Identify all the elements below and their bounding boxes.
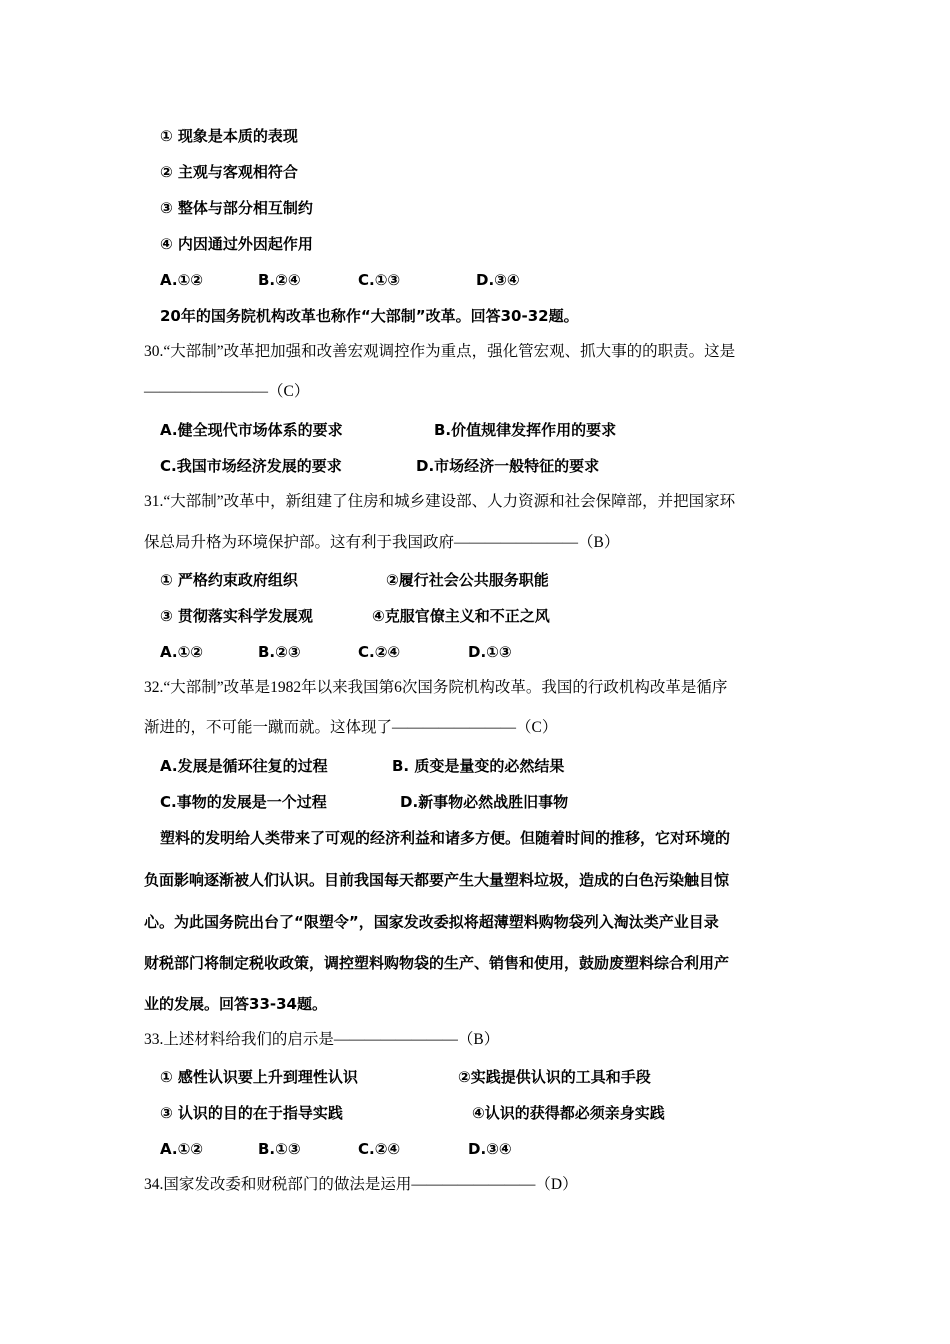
option-a: A.发展是循环往复的过程 (160, 757, 328, 775)
material-paragraph-line-1: 塑料的发明给人类带来了可观的经济利益和诸多方便。但随着时间的推移，它对环境的 (160, 829, 731, 847)
option-d: D.新事物必然战胜旧事物 (400, 793, 569, 811)
option-c: C.②④ (358, 1140, 401, 1158)
option-b: B.价值规律发挥作用的要求 (434, 421, 617, 439)
option-d: D.③④ (468, 1140, 512, 1158)
material-paragraph-line-4: 财税部门将制定税收政策，调控塑料购物袋的生产、销售和使用，鼓励废塑料综合利用产 (144, 954, 730, 972)
question-32: 32.“大部制”改革是1982年以来我国第6次国务院机构改革。我国的行政机构改革是循序 (144, 679, 728, 696)
option-d: D.③④ (476, 271, 520, 289)
option-d: D.市场经济一般特征的要求 (416, 457, 600, 475)
material-paragraph-line-2: 负面影响逐渐被人们认识。目前我国每天都要产生大量塑料垃圾，造成的白色污染触目惊 (144, 871, 730, 889)
option-a: A.健全现代市场体系的要求 (160, 421, 343, 439)
statement-3: ③ 认识的目的在于指导实践 (160, 1104, 343, 1122)
statement-1: ① 严格约束政府组织 (160, 571, 298, 589)
statement-2: ②履行社会公共服务职能 (386, 571, 549, 589)
statement-4: ④ 内因通过外因起作用 (160, 235, 313, 253)
question-31: 31.“大部制”改革中，新组建了住房和城乡建设部、人力资源和社会保障部，并把国家环 (144, 493, 736, 510)
option-a: A.①② (160, 271, 203, 289)
option-a: A.①② (160, 643, 203, 661)
option-b: B.①③ (258, 1140, 301, 1158)
statement-1: ① 现象是本质的表现 (160, 127, 298, 145)
statement-2: ②实践提供认识的工具和手段 (458, 1068, 651, 1086)
question-30: 30.“大部制”改革把加强和改善宏观调控作为重点，强化管宏观、抓大事的的职责。这是 (144, 343, 736, 360)
question-31-cont: 保总局升格为环境保护部。这有利于我国政府————————（B） (144, 534, 620, 551)
statement-4: ④认识的获得都必须亲身实践 (472, 1104, 665, 1122)
material-paragraph-line-5: 业的发展。回答33-34题。 (144, 995, 327, 1013)
option-a: A.①② (160, 1140, 203, 1158)
statement-3: ③ 贯彻落实科学发展观 (160, 607, 313, 625)
option-b: B.②④ (258, 271, 301, 289)
question-34: 34.国家发改委和财税部门的做法是运用————————（D） (144, 1176, 578, 1193)
option-c: C.②④ (358, 643, 401, 661)
question-32-cont: 渐进的，不可能一蹴而就。这体现了————————（C） (144, 719, 558, 736)
statement-1: ① 感性认识要上升到理性认识 (160, 1068, 358, 1086)
option-b: B. 质变是量变的必然结果 (392, 757, 565, 775)
question-30-answer: ————————（C） (144, 383, 310, 400)
option-d: D.①③ (468, 643, 512, 661)
option-b: B.②③ (258, 643, 301, 661)
material-intro-30-32: 20年的国务院机构改革也称作“大部制”改革。回答30-32题。 (160, 307, 579, 325)
option-c: C.我国市场经济发展的要求 (160, 457, 342, 475)
material-paragraph-line-3: 心。为此国务院出台了“限塑令”，国家发改委拟将超薄塑料购物袋列入淘汰类产业目录 (144, 913, 719, 931)
question-33: 33.上述材料给我们的启示是————————（B） (144, 1031, 500, 1048)
option-c: C.事物的发展是一个过程 (160, 793, 327, 811)
statement-2: ② 主观与客观相符合 (160, 163, 298, 181)
statement-4: ④克服官僚主义和不正之风 (372, 607, 550, 625)
option-c: C.①③ (358, 271, 401, 289)
statement-3: ③ 整体与部分相互制约 (160, 199, 313, 217)
